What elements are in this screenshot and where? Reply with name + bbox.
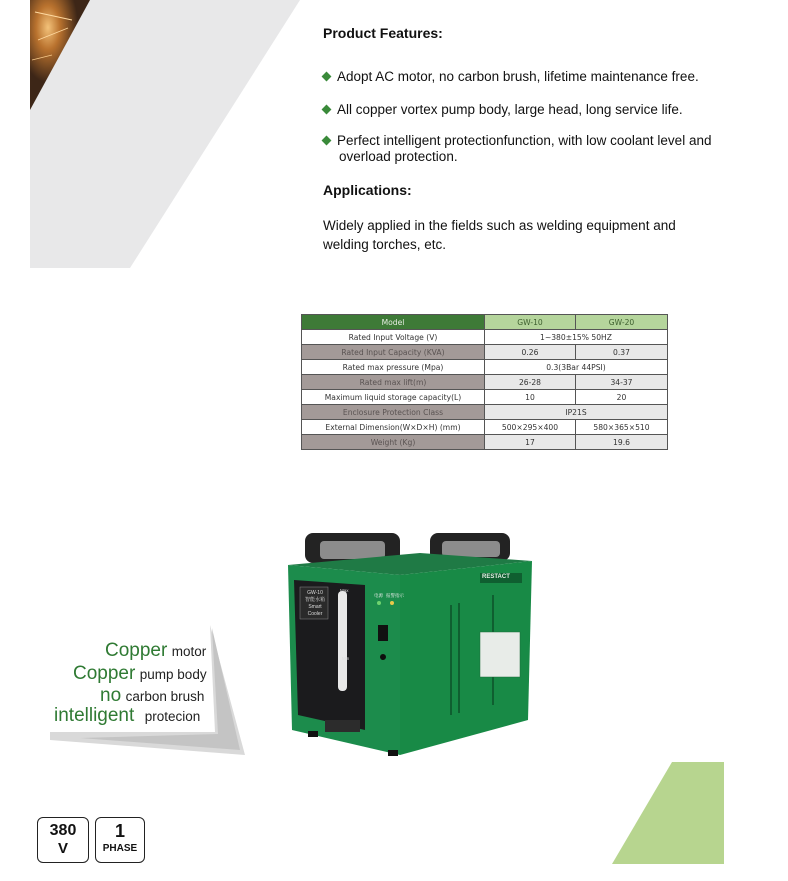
table-header-cell: GW-10	[485, 315, 576, 330]
table-row	[302, 375, 668, 390]
table-row-label: Rated max pressure (Mpa)	[302, 360, 485, 375]
slogan-line: intelligent protecion	[54, 705, 201, 726]
applications-text: Widely applied in the fields such as welding equipment and welding torches, etc.	[323, 218, 676, 252]
table-cell: 10	[485, 390, 576, 405]
table-row-label: Maximum liquid storage capacity(L)	[302, 390, 485, 405]
brand-logo: RESTACT	[482, 574, 510, 580]
slogan-line: Copper motor	[105, 640, 207, 661]
max-level-mark: Max	[340, 588, 349, 593]
phase-badge: 1 PHASE	[95, 817, 145, 863]
voltage-badge: 380 V	[37, 817, 89, 863]
features-heading: Product Features:	[323, 25, 443, 41]
table-row-label: External Dimension(W×D×H) (mm)	[302, 420, 485, 435]
feature-item: Perfect intelligent protectionfunction, with low coolant level and overload protection.	[323, 133, 754, 165]
table-cell: 34-37	[576, 375, 668, 390]
power-indicator-label: 电源	[374, 593, 383, 598]
decorative-green-shape	[612, 762, 724, 864]
table-header-cell: GW-20	[576, 315, 668, 330]
table-header-cell: Model	[302, 315, 485, 330]
feature-item: Adopt AC motor, no carbon brush, lifetime maintenance free.	[323, 69, 699, 85]
table-cell: 26-28	[485, 375, 576, 390]
table-cell: 19.6	[576, 435, 668, 450]
table-cell: 1~380±15% 50HZ	[485, 330, 668, 345]
table-cell: 20	[576, 390, 668, 405]
table-row	[302, 420, 668, 435]
slogan-line: no carbon brush	[100, 685, 205, 706]
table-cell: IP21S	[485, 405, 668, 420]
table-row	[302, 435, 668, 450]
table-row-label: Enclosure Protection Class	[302, 405, 485, 420]
diamond-bullet-icon	[322, 72, 332, 82]
table-cell: 0.3(3Bar 44PSI)	[485, 360, 668, 375]
table-row-label: Rated Input Voltage (V)	[302, 330, 485, 345]
slogan-line: Copper pump body	[73, 663, 207, 684]
table-header-row	[302, 315, 668, 330]
min-level-mark: Min	[342, 656, 350, 661]
table-cell: 500×295×400	[485, 420, 576, 435]
table-row	[302, 345, 668, 360]
table-cell: 580×365×510	[576, 420, 668, 435]
table-cell: 0.37	[576, 345, 668, 360]
table-row	[302, 405, 668, 420]
table-row	[302, 390, 668, 405]
table-row	[302, 330, 668, 345]
table-row-label: Weight (Kg)	[302, 435, 485, 450]
table-cell: 17	[485, 435, 576, 450]
decorative-welding-photo	[0, 0, 300, 268]
applications-heading: Applications:	[323, 182, 412, 198]
table-row	[302, 360, 668, 375]
water-cooler-product-image	[270, 525, 545, 770]
table-row-label: Rated max lift(m)	[302, 375, 485, 390]
spec-table	[301, 314, 668, 450]
table-cell: 0.26	[485, 345, 576, 360]
diamond-bullet-icon	[322, 105, 332, 115]
table-row-label: Rated Input Capacity (KVA)	[302, 345, 485, 360]
diamond-bullet-icon	[322, 136, 332, 146]
alarm-indicator-label: 报警指示	[386, 593, 404, 598]
feature-item: All copper vortex pump body, large head, long service life.	[323, 102, 683, 118]
machine-label: GW-10 智能水箱 Smart Cooler	[304, 590, 325, 617]
